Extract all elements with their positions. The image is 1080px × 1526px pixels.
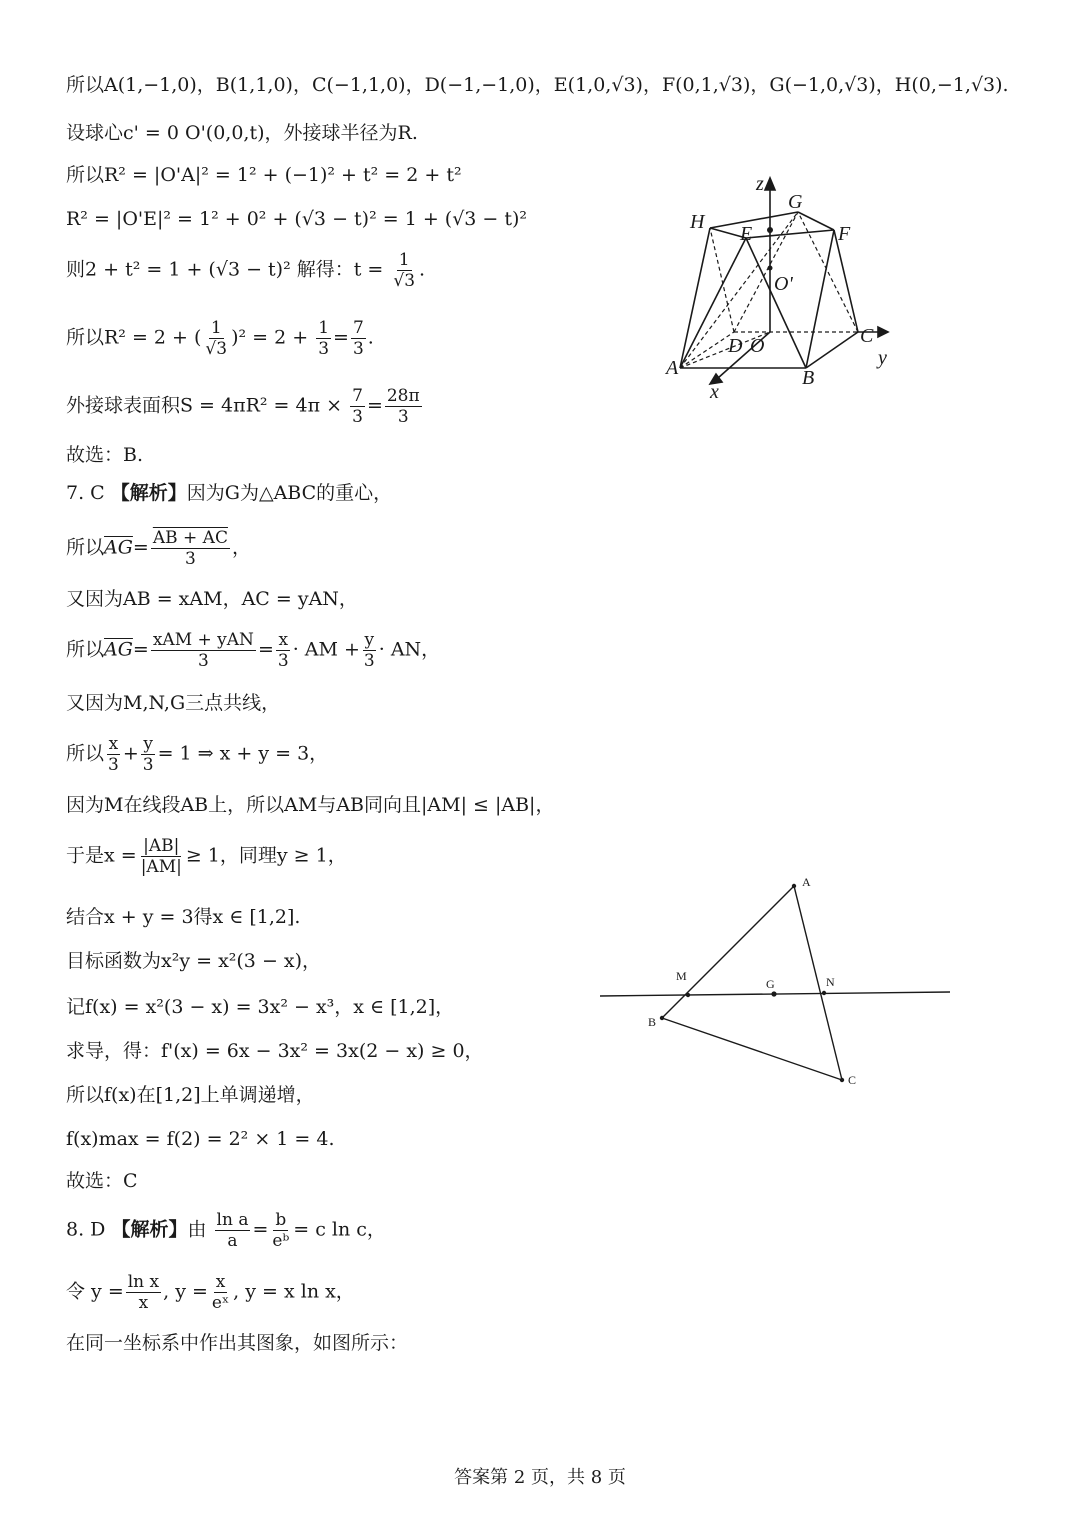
label-Oprime: O': [774, 273, 793, 295]
edge-BF: [806, 230, 834, 368]
q7-header: 7. C 【解析】因为G为△ABC的重心，: [66, 482, 393, 504]
edge-BC: [806, 332, 858, 368]
label-A: A: [666, 357, 679, 379]
side-AB: [662, 886, 794, 1018]
point-G: [771, 991, 776, 996]
edge-AH: [680, 228, 710, 368]
fraction: $\frac{|AB|}{|AM|}$: [140, 836, 182, 877]
fraction: $\frac{\text{ln a}}{a}$: [216, 1210, 249, 1251]
label-C: C: [848, 1073, 857, 1087]
z-arrow: [765, 178, 775, 190]
label-z: z: [756, 173, 764, 195]
fraction: $\frac{7}{3}$: [352, 386, 363, 427]
label-B: B: [802, 367, 815, 389]
edge-EF: [746, 230, 834, 238]
label-C: C: [860, 325, 874, 347]
page-footer: 答案第 2 页，共 8 页: [454, 1467, 626, 1488]
q8-header: 8. D 【解析】由 $\frac{\text{ln a}}{a}$ = $\frac{b}{\text{eᵇ}}$ = c ln c，: [66, 1210, 386, 1251]
label-O: O: [750, 335, 765, 357]
triangle-figure: [598, 872, 958, 1092]
q7-range-line: 结合x + y = 3得x ∈ [1,2].: [66, 906, 301, 928]
label-N: N: [826, 975, 835, 989]
q7-objective-line: 目标函数为x²y = x²(3 − x)，: [66, 950, 322, 972]
q8-let-line: 令 y = $\frac{\text{ln x}}{x}$ , y = $\frac{x}{\text{eˣ}}$ , y = x ln x，: [66, 1272, 355, 1313]
q7-ag-line: 所以$\overline{AG}=$ $\frac{AB + AC}{3}$ ，: [66, 528, 251, 569]
fraction: $\frac{x}{\text{eˣ}}$: [211, 1272, 230, 1313]
label-D: D: [728, 335, 743, 357]
label-x: x: [710, 381, 719, 403]
point-B: [660, 1016, 664, 1020]
point-Oprime: [768, 266, 773, 271]
answer-b-line: 故选：B.: [66, 444, 144, 466]
label-E: E: [740, 223, 753, 245]
y-arrow: [878, 327, 888, 337]
q7-monotone-line: 所以f(x)在[1,2]上单调递增，: [66, 1084, 315, 1106]
point-N: [822, 991, 826, 995]
label-y: y: [878, 347, 887, 369]
label-M: M: [676, 969, 687, 983]
point-M: [686, 993, 690, 997]
q7-max-line: f(x)max = f(2) = 2² × 1 = 4.: [66, 1128, 335, 1150]
fraction: $\frac{x}{3}$: [277, 630, 289, 671]
edge-FG: [798, 212, 834, 230]
q8-graph-line: 在同一坐标系中作出其图象，如图所示：: [66, 1332, 409, 1354]
edge-CF: [834, 230, 858, 332]
point-A: [792, 884, 796, 888]
label-H: H: [690, 211, 705, 233]
q7-relation-line: 又因为AB = xAM，AC = yAN，: [66, 588, 358, 610]
fraction: $\frac{AB + AC}{3}$: [152, 528, 228, 569]
coordinates-line: 所以A(1,−1,0)，B(1,1,0)，C(−1,1,0)，D(−1,−1,0)，E(1,0,√3)，F(0,1,√3)，G(−1,0,√3)，H(0,−1,√3).: [66, 74, 1009, 96]
edge-DH: [710, 228, 734, 332]
fraction: $\frac{1}{3}$: [318, 318, 330, 359]
q7-bound-line: 于是x = $\frac{|AB|}{|AM|}$ ≥ 1，同理y ≥ 1，: [66, 836, 347, 877]
fraction: $\frac{\text{ln x}}{x}$: [127, 1272, 160, 1313]
fraction: $\frac{1}{√3}$: [205, 318, 228, 359]
sphere-center-line: 设球心c' = 0 O'(0,0,t)，外接球半径为R.: [66, 122, 418, 144]
fraction: $\frac{1}{√3}$: [393, 250, 416, 291]
point-top-center: [767, 227, 773, 233]
q7-function-line: 记f(x) = x²(3 − x) = 3x² − x³，x ∈ [1,2]，: [66, 996, 455, 1018]
q7-collinear: 又因为M,N,G三点共线，: [66, 692, 281, 714]
solve-t-line: 则2 + t² = 1 + (√3 − t)² 解得：t = $\frac{1}{√3}$ .: [66, 250, 426, 291]
radius-eq-1: 所以R² = |O'A|² = 1² + (−1)² + t² = 2 + t²: [66, 164, 462, 186]
label-B: B: [648, 1015, 657, 1029]
side-AC: [794, 886, 842, 1080]
fraction: $\frac{7}{3}$: [352, 318, 364, 359]
fraction: $\frac{\text{xAM + yAN}}{3}$: [152, 630, 254, 671]
fraction: $\frac{y}{3}$: [142, 734, 154, 775]
fraction: $\frac{y}{3}$: [363, 630, 375, 671]
label-G: G: [788, 191, 803, 213]
answer-c-line: 故选：C: [66, 1170, 138, 1192]
fraction: $\frac{28\pi}{3}$: [386, 386, 420, 427]
label-F: F: [838, 223, 851, 245]
fraction: $\frac{x}{3}$: [108, 734, 119, 775]
polyhedron-figure: [660, 170, 900, 405]
radius-eq-2: R² = |O'E|² = 1² + 0² + (√3 − t)² = 1 + (√3 − t)²: [66, 208, 528, 230]
q7-direction-line: 因为M在线段AB上，所以AM与AB同向且|AM| ≤ |AB|，: [66, 794, 555, 816]
q7-sum-line: 所以 $\frac{x}{3}$ + $\frac{y}{3}$ = 1 ⇒ x + y = 3，: [66, 734, 329, 775]
side-BC: [662, 1018, 842, 1080]
edge-GH: [710, 212, 798, 228]
label-A: A: [802, 875, 811, 889]
fraction: $\frac{b}{\text{eᵇ}}$: [272, 1210, 290, 1251]
radius-value-line: 所以R² = 2 + ( $\frac{1}{√3}$ )² = 2 + $\frac{1}{3}$ = $\frac{7}{3}$ .: [66, 318, 374, 359]
q7-derivative-line: 求导，得：f'(x) = 6x − 3x² = 3x(2 − x) ≥ 0，: [66, 1040, 484, 1062]
q7-ag-expand: 所以$\overline{AG}=$ $\frac{\text{xAM + yAN}}{3}$ = $\frac{x}{3}$ · AM + $\frac{y}{3}$ · AN，: [66, 630, 441, 671]
surface-area-line: 外接球表面积S = 4πR² = 4π × $\frac{7}{3}$ = $\frac{28\pi}{3}$: [66, 386, 420, 427]
point-C: [840, 1078, 844, 1082]
label-G: G: [766, 977, 775, 991]
